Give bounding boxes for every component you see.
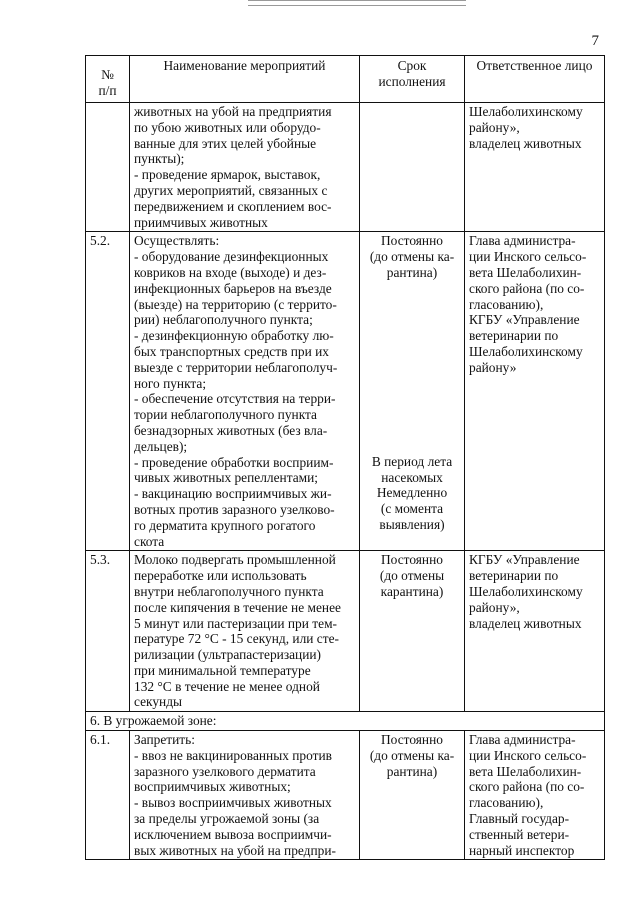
measures-table — [85, 55, 605, 860]
row-num — [86, 103, 130, 232]
page-number: 7 — [591, 33, 599, 49]
row-num: 6.1. — [86, 731, 130, 860]
table-row — [86, 731, 605, 860]
section-row — [86, 712, 605, 731]
row-num: 5.3. — [86, 551, 130, 712]
header-num: № п/п — [86, 56, 130, 103]
row-term: Постоянно (до отмены карантина) — [360, 551, 465, 712]
header-term: Срок исполнения — [360, 56, 465, 103]
section-title: 6. В угрожаемой зоне: — [86, 712, 605, 731]
header-measure: Наименование мероприятий — [130, 56, 360, 103]
row-measure: Запретить: - ввоз не вакцинированных против заразного узелкового дерматита восприимчивых животных; - вывоз восприимчивых животных за пределы угрожаемой зоны (за исключением вывоза восприимчи- вых животных на убой на предпри- — [130, 731, 360, 860]
row-measure: Молоко подвергать промышленной переработке или использовать внутри неблагополучного пункта после кипячения в течение не менее 5 минут или пастеризации при тем- пературе 72 °С - 15 секунд, или сте- рилизации (ультрапастеризации) при минимальной температуре 132 °С в течение не менее одной секунды — [130, 551, 360, 712]
table-row — [86, 103, 605, 232]
table-header-row — [86, 56, 605, 103]
row-term: Постоянно (до отмены ка- рантина) В период лета насекомых Немедленно (с момента выявления) — [360, 232, 465, 551]
header-responsible: Ответственное лицо — [465, 56, 605, 103]
table-row — [86, 551, 605, 712]
row-responsible: Глава администра- ции Инского сельсо- вета Шелаболихин- ского района (по со- гласованию), КГБУ «Управление ветеринарии по Шелаболихинскому району» — [465, 232, 605, 551]
row-measure: животных на убой на предприятия по убою животных или оборудо- ванные для этих целей убойные пункты); - проведение ярмарок, выставок, других мероприятий, связанных с передвижением и скоплением вос- приимчивых животных — [130, 103, 360, 232]
row-responsible: Глава администра- ции Инского сельсо- вета Шелаболихин- ского района (по со- гласованию), Главный государ- ственный ветери- нарный инспектор — [465, 731, 605, 860]
top-rule — [248, 0, 466, 6]
row-term — [360, 103, 465, 232]
row-measure: Осуществлять: - оборудование дезинфекционных ковриков на входе (выходе) и дез- инфекционных барьеров на въезде (выезде) на территорию (с террито- рии) неблагополучного пункта; - дезинфекционную обработку лю- бых транспортных средств при их выезде с территории неблагополуч- ного пункта; - обеспечение отсутствия на терри- тории неблагополучного пункта безнадзорных животных (без вла- дельцев); - проведение обработки восприим- чивых животных репеллентами; - вакцинацию восприимчивых жи- вотных против заразного узелково- го дерматита крупного рогатого скота — [130, 232, 360, 551]
row-num: 5.2. — [86, 232, 130, 551]
row-responsible: КГБУ «Управление ветеринарии по Шелаболихинскому району», владелец животных — [465, 551, 605, 712]
row-responsible: Шелаболихинскому району», владелец животных — [465, 103, 605, 232]
row-term: Постоянно (до отмены ка- рантина) — [360, 731, 465, 860]
table-row — [86, 232, 605, 551]
